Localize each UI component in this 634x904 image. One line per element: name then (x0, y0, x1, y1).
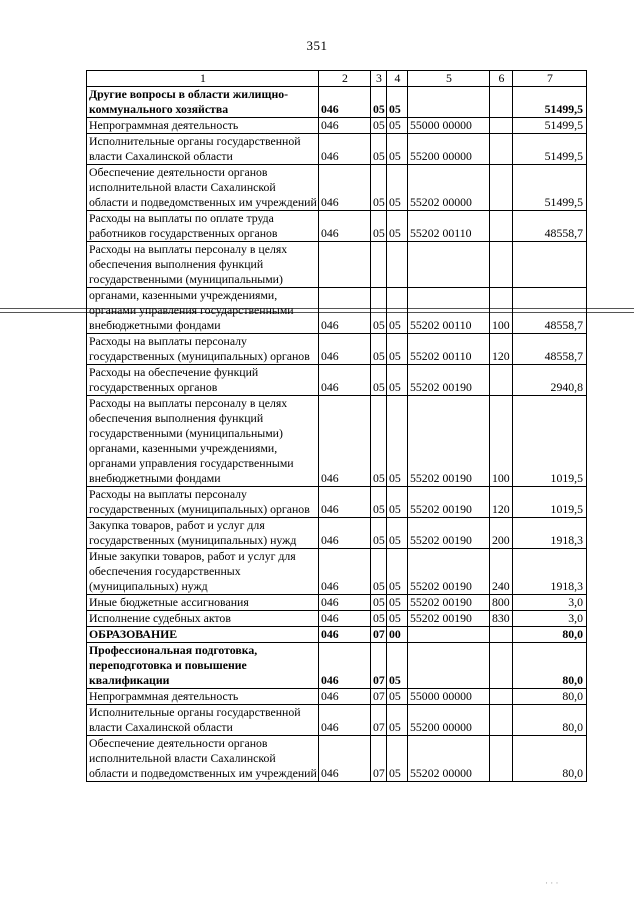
expense-type-cell: 100 (490, 288, 513, 334)
code-cell: 046 (319, 518, 371, 549)
page-number: 351 (306, 38, 328, 53)
subsection-cell: 05 (387, 396, 408, 487)
amount-cell (513, 242, 587, 288)
target-article-cell: 55202 00190 (408, 518, 490, 549)
target-article-cell: 55202 00110 (408, 288, 490, 334)
code-cell: 046 (319, 689, 371, 705)
target-article-cell: 55202 00110 (408, 211, 490, 242)
section-cell: 07 (371, 689, 387, 705)
target-article-cell: 55000 00000 (408, 118, 490, 134)
table-row (87, 242, 587, 288)
table-row (87, 689, 587, 705)
target-article-cell (408, 87, 490, 118)
table-row (87, 134, 587, 165)
section-cell: 07 (371, 705, 387, 736)
table-row (87, 365, 587, 396)
subsection-cell: 05 (387, 165, 408, 211)
amount-cell: 48558,7 (513, 288, 587, 334)
subsection-cell: 05 (387, 549, 408, 595)
target-article-cell (408, 643, 490, 689)
subsection-cell: 05 (387, 334, 408, 365)
name-cell: Расходы на выплаты персоналу государственных (муниципальных) органов (87, 334, 319, 365)
table-row (87, 211, 587, 242)
section-cell: 05 (371, 334, 387, 365)
code-cell: 046 (319, 643, 371, 689)
section-cell: 05 (371, 549, 387, 595)
expense-type-cell: 200 (490, 518, 513, 549)
table-row (87, 87, 587, 118)
code-cell: 046 (319, 705, 371, 736)
amount-cell: 1918,3 (513, 518, 587, 549)
amount-cell: 51499,5 (513, 165, 587, 211)
expense-type-cell: 120 (490, 487, 513, 518)
name-cell: Непрограммная деятельность (87, 689, 319, 705)
subsection-cell: 05 (387, 487, 408, 518)
amount-cell: 51499,5 (513, 87, 587, 118)
subsection-cell: 05 (387, 118, 408, 134)
section-cell: 05 (371, 288, 387, 334)
name-cell: Другие вопросы в области жилищно-коммунального хозяйства (87, 87, 319, 118)
section-cell: 05 (371, 396, 387, 487)
header-cell-6: 6 (490, 71, 513, 87)
amount-cell: 1019,5 (513, 396, 587, 487)
target-article-cell: 55202 00000 (408, 736, 490, 782)
name-cell: Обеспечение деятельности органов исполнительной власти Сахалинской области и подведомственных им учреждений (87, 165, 319, 211)
table-row (87, 487, 587, 518)
name-cell: Исполнительные органы государственной власти Сахалинской области (87, 705, 319, 736)
header-cell-5: 5 (408, 71, 490, 87)
name-cell: Расходы на выплаты персоналу в целях обеспечения выполнения функций государственными (муниципальными) (87, 242, 319, 288)
name-cell: Расходы на выплаты по оплате труда работников государственных органов (87, 211, 319, 242)
subsection-cell: 05 (387, 211, 408, 242)
header-cell-3: 3 (371, 71, 387, 87)
code-cell: 046 (319, 134, 371, 165)
amount-cell: 80,0 (513, 689, 587, 705)
expense-type-cell (490, 211, 513, 242)
section-cell: 05 (371, 134, 387, 165)
code-cell: 046 (319, 365, 371, 396)
code-cell: 046 (319, 487, 371, 518)
table-row (87, 518, 587, 549)
subsection-cell: 05 (387, 595, 408, 611)
table-row (87, 705, 587, 736)
section-cell: 05 (371, 487, 387, 518)
expense-type-cell (490, 689, 513, 705)
target-article-cell: 55202 00190 (408, 396, 490, 487)
target-article-cell: 55200 00000 (408, 134, 490, 165)
section-cell: 05 (371, 365, 387, 396)
subsection-cell: 05 (387, 288, 408, 334)
amount-cell: 80,0 (513, 643, 587, 689)
amount-cell: 48558,7 (513, 211, 587, 242)
name-cell: Исполнительные органы государственной власти Сахалинской области (87, 134, 319, 165)
subsection-cell: 05 (387, 643, 408, 689)
subsection-cell: 05 (387, 365, 408, 396)
target-article-cell: 55202 00190 (408, 549, 490, 595)
header-cell-2: 2 (319, 71, 371, 87)
amount-cell: 80,0 (513, 736, 587, 782)
table-row (87, 549, 587, 595)
budget-table-body (87, 71, 587, 782)
code-cell (319, 242, 371, 288)
name-cell: Непрограммная деятельность (87, 118, 319, 134)
name-cell: Обеспечение деятельности органов исполнительной власти Сахалинской области и подведомственных им учреждений (87, 736, 319, 782)
name-cell: Профессиональная подготовка, переподготовка и повышение квалификации (87, 643, 319, 689)
section-cell: 05 (371, 118, 387, 134)
code-cell: 046 (319, 396, 371, 487)
code-cell: 046 (319, 288, 371, 334)
section-cell: 05 (371, 611, 387, 627)
table-row (87, 643, 587, 689)
code-cell: 046 (319, 549, 371, 595)
table-row (87, 288, 587, 334)
subsection-cell: 05 (387, 134, 408, 165)
subsection-cell: 00 (387, 627, 408, 643)
target-article-cell: 55202 00190 (408, 487, 490, 518)
amount-cell: 1019,5 (513, 487, 587, 518)
amount-cell: 1918,3 (513, 549, 587, 595)
table-row (87, 627, 587, 643)
table-row (87, 165, 587, 211)
expense-type-cell: 120 (490, 334, 513, 365)
expense-type-cell (490, 87, 513, 118)
subsection-cell: 05 (387, 705, 408, 736)
code-cell: 046 (319, 87, 371, 118)
amount-cell: 51499,5 (513, 118, 587, 134)
target-article-cell: 55000 00000 (408, 689, 490, 705)
code-cell: 046 (319, 736, 371, 782)
header-cell-7: 7 (513, 71, 587, 87)
expense-type-cell (490, 365, 513, 396)
subsection-cell: 05 (387, 87, 408, 118)
expense-type-cell (490, 165, 513, 211)
expense-type-cell (490, 242, 513, 288)
section-cell: 07 (371, 627, 387, 643)
expense-type-cell: 830 (490, 611, 513, 627)
amount-cell: 51499,5 (513, 134, 587, 165)
subsection-cell: 05 (387, 518, 408, 549)
target-article-cell: 55202 00190 (408, 611, 490, 627)
subsection-cell: 05 (387, 689, 408, 705)
section-cell: 07 (371, 643, 387, 689)
table-row (87, 595, 587, 611)
expense-type-cell: 240 (490, 549, 513, 595)
expense-type-cell: 100 (490, 396, 513, 487)
name-cell: Расходы на выплаты персоналу государственных (муниципальных) органов (87, 487, 319, 518)
header-cell-1: 1 (87, 71, 319, 87)
expense-type-cell: 800 (490, 595, 513, 611)
table-row (87, 611, 587, 627)
budget-table (86, 70, 587, 782)
code-cell: 046 (319, 334, 371, 365)
table-header-row (87, 71, 587, 87)
subsection-cell: 05 (387, 736, 408, 782)
name-cell: Иные закупки товаров, работ и услуг для обеспечения государственных (муниципальных) нужд (87, 549, 319, 595)
code-cell: 046 (319, 118, 371, 134)
target-article-cell (408, 627, 490, 643)
code-cell: 046 (319, 611, 371, 627)
section-cell: 07 (371, 736, 387, 782)
amount-cell: 3,0 (513, 595, 587, 611)
amount-cell: 48558,7 (513, 334, 587, 365)
name-cell: ОБРАЗОВАНИЕ (87, 627, 319, 643)
expense-type-cell (490, 627, 513, 643)
section-cell: 05 (371, 595, 387, 611)
target-article-cell: 55200 00000 (408, 705, 490, 736)
expense-type-cell (490, 705, 513, 736)
name-cell: Закупка товаров, работ и услуг для государственных (муниципальных) нужд (87, 518, 319, 549)
expense-type-cell (490, 118, 513, 134)
subsection-cell (387, 242, 408, 288)
expense-type-cell (490, 736, 513, 782)
section-cell: 05 (371, 165, 387, 211)
target-article-cell: 55202 00110 (408, 334, 490, 365)
expense-type-cell (490, 643, 513, 689)
name-cell: Расходы на обеспечение функций государственных органов (87, 365, 319, 396)
target-article-cell: 55202 00190 (408, 365, 490, 396)
code-cell: 046 (319, 595, 371, 611)
amount-cell: 3,0 (513, 611, 587, 627)
section-cell (371, 242, 387, 288)
scan-mark: · · · (545, 878, 559, 888)
table-row (87, 334, 587, 365)
header-cell-4: 4 (387, 71, 408, 87)
table-row (87, 118, 587, 134)
code-cell: 046 (319, 627, 371, 643)
code-cell: 046 (319, 211, 371, 242)
target-article-cell: 55202 00000 (408, 165, 490, 211)
name-cell: Иные бюджетные ассигнования (87, 595, 319, 611)
table-row (87, 396, 587, 487)
code-cell: 046 (319, 165, 371, 211)
amount-cell: 80,0 (513, 627, 587, 643)
expense-type-cell (490, 134, 513, 165)
name-cell: органами, казенными учреждениями, органами управления государственными внебюджетными фондами (87, 288, 319, 334)
subsection-cell: 05 (387, 611, 408, 627)
section-cell: 05 (371, 518, 387, 549)
amount-cell: 80,0 (513, 705, 587, 736)
name-cell: Расходы на выплаты персоналу в целях обеспечения выполнения функций государственными (муниципальными) органами, казенными учреждениями, органами управления государственными внебюджетными фондами (87, 396, 319, 487)
section-cell: 05 (371, 211, 387, 242)
table-row (87, 736, 587, 782)
amount-cell: 2940,8 (513, 365, 587, 396)
name-cell: Исполнение судебных актов (87, 611, 319, 627)
target-article-cell (408, 242, 490, 288)
target-article-cell: 55202 00190 (408, 595, 490, 611)
section-cell: 05 (371, 87, 387, 118)
